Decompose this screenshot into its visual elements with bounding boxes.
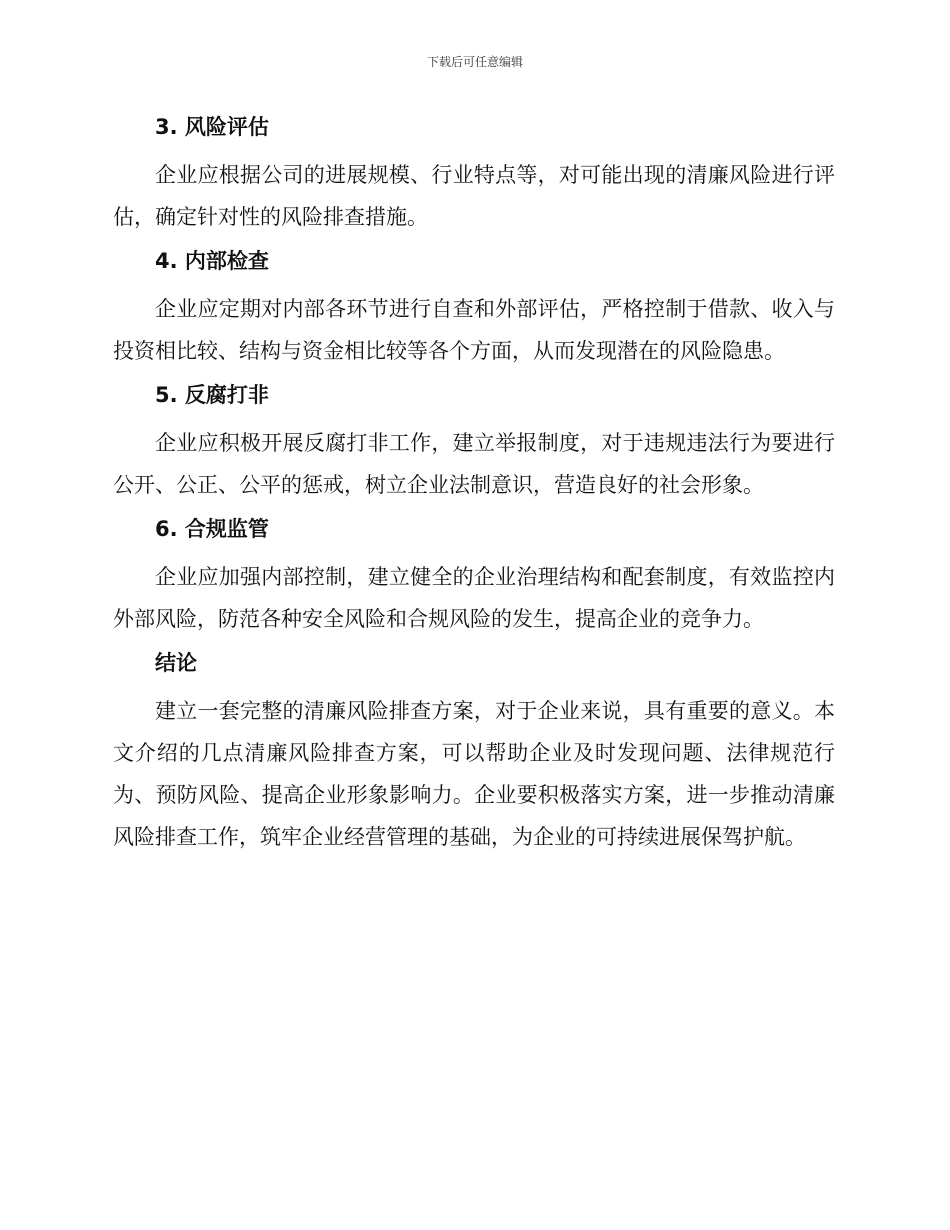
section-internal-inspection bbox=[113, 244, 835, 372]
section-paragraph: 企业应加强内部控制，建立健全的企业治理结构和配套制度，有效监控内外部风险，防范各种安全风险和合规风险的发生，提高企业的竞争力。 bbox=[113, 565, 835, 631]
section-heading: 5. 反腐打非 bbox=[155, 383, 269, 407]
section-heading: 4. 内部检查 bbox=[155, 249, 269, 273]
section-heading: 6. 合规监管 bbox=[155, 517, 269, 541]
section-paragraph: 企业应积极开展反腐打非工作，建立举报制度，对于违规违法行为要进行公开、公正、公平的惩戒，树立企业法制意识，营造良好的社会形象。 bbox=[113, 431, 835, 497]
section-paragraph: 建立一套完整的清廉风险排查方案，对于企业来说，具有重要的意义。本文介绍的几点清廉风险排查方案，可以帮助企业及时发现问题、法律规范行为、预防风险、提高企业形象影响力。企业要积极落实方案，进一步推动清廉风险排查工作，筑牢企业经营管理的基础，为企业的可持续进展保驾护航。 bbox=[113, 699, 835, 849]
section-paragraph: 企业应根据公司的进展规模、行业特点等，对可能出现的清廉风险进行评估，确定针对性的风险排查措施。 bbox=[113, 163, 835, 229]
page-header: 下载后可任意编辑 bbox=[426, 55, 523, 69]
section-risk-assessment bbox=[113, 110, 835, 238]
section-heading: 3. 风险评估 bbox=[155, 115, 269, 139]
section-anti-corruption bbox=[113, 378, 835, 506]
section-compliance-supervision bbox=[113, 512, 835, 640]
section-paragraph: 企业应定期对内部各环节进行自查和外部评估，严格控制于借款、收入与投资相比较、结构与资金相比较等各个方面，从而发现潜在的风险隐患。 bbox=[113, 297, 835, 363]
document-body bbox=[113, 110, 835, 864]
section-conclusion bbox=[113, 646, 835, 858]
section-heading: 结论 bbox=[155, 651, 197, 675]
